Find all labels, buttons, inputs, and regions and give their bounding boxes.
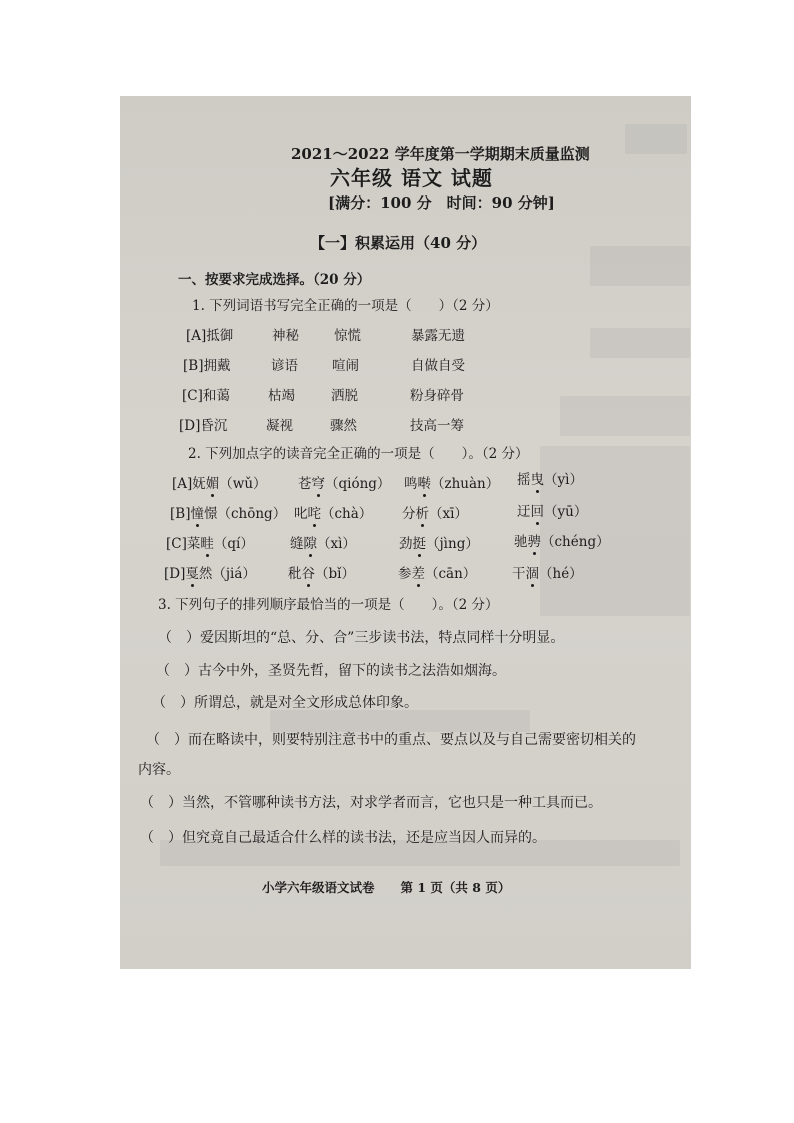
option-text: 苍 — [298, 476, 312, 492]
exam-paper-photo — [120, 96, 691, 969]
option-cell: 技高一筹 — [410, 418, 464, 434]
pinyin: （jìng） — [426, 536, 479, 552]
section-title: 【一】积累运用（40 分） — [310, 234, 487, 252]
option-cell: 自做自受 — [411, 358, 465, 374]
option-cell — [172, 478, 267, 492]
dotted-character: 穹 — [311, 476, 325, 492]
pinyin: （wǔ） — [219, 476, 267, 492]
option-cell: 神秘 — [272, 328, 299, 344]
option-text: 劲 — [399, 536, 413, 552]
exam-title-line-2: 六年级 语文 试题 — [330, 166, 493, 190]
option-cell: 惊慌 — [334, 328, 361, 344]
bleed-through-smudge — [590, 246, 690, 286]
pinyin: （yū） — [544, 504, 588, 520]
option-text: [D] — [164, 566, 186, 582]
bleed-through-smudge — [625, 124, 687, 154]
sentence-item: （ ）当然，不管哪种读书方法，对求学者而言，它也只是一种工具而已。 — [140, 795, 602, 811]
option-cell — [294, 508, 372, 522]
sentence-item-continued: 内容。 — [138, 762, 180, 778]
sentence-item: （ ）爱因斯坦的“总、分、合”三步读书法，特点同样十分明显。 — [158, 630, 565, 646]
option-text: 参 — [398, 566, 412, 582]
pinyin: 憬（chōng） — [203, 506, 287, 522]
dotted-character: 差 — [411, 566, 425, 582]
dotted-character: 媚 — [205, 476, 220, 492]
option-text: 驰 — [514, 534, 528, 550]
option-cell: 凝视 — [266, 418, 293, 434]
option-cell — [170, 508, 286, 522]
option-cell — [399, 538, 479, 552]
dotted-character: 谷 — [301, 566, 315, 582]
bleed-through-smudge — [590, 328, 690, 358]
option-text: 分 — [402, 506, 416, 522]
option-cell — [402, 508, 468, 522]
option-cell: 粉身碎骨 — [410, 388, 464, 404]
option-cell — [517, 474, 583, 488]
option-cell: [C]和蔼 — [182, 388, 230, 404]
option-cell: 谚语 — [271, 358, 298, 374]
dotted-character: 憧 — [190, 506, 204, 522]
option-cell: 骤然 — [330, 418, 357, 434]
option-cell — [404, 478, 499, 492]
dotted-character: 挺 — [412, 536, 426, 552]
option-cell — [164, 568, 256, 582]
pinyin: 然（jiá） — [198, 566, 256, 582]
option-cell — [512, 568, 583, 582]
sentence-item: （ ）所谓总，就是对全文形成总体印象。 — [152, 695, 418, 711]
part-title: 一、按要求完成选择。（20 分） — [178, 272, 371, 288]
pinyin: （cān） — [425, 566, 477, 582]
sentence-item: （ ）但究竟自己最适合什么样的读书法，还是应当因人而异的。 — [140, 830, 546, 846]
footer-exam-name: 小学六年级语文试卷 — [262, 880, 375, 895]
question-1-stem: 1. 下列词语书写完全正确的一项是（ ）（2 分） — [192, 298, 499, 314]
pinyin: （chà） — [321, 506, 373, 522]
option-cell: [D]昏沉 — [179, 418, 228, 434]
question-2-stem: 2. 下列加点字的读音完全正确的一项是（ ）。（2 分） — [188, 446, 529, 462]
option-cell: 洒脱 — [331, 388, 358, 404]
option-cell — [290, 538, 356, 552]
option-text: 摇 — [517, 472, 531, 488]
question-3-stem: 3. 下列句子的排列顺序最恰当的一项是（ ）。（2 分） — [158, 597, 499, 613]
sentence-item: （ ）古今中外，圣贤先哲，留下的读书之法浩如烟海。 — [156, 663, 506, 679]
option-cell — [288, 568, 355, 582]
option-cell — [166, 538, 254, 552]
dotted-character: 戛 — [185, 566, 199, 582]
option-cell — [517, 506, 587, 520]
dotted-character: 啭 — [417, 476, 431, 492]
option-cell: 暴露无遗 — [411, 328, 465, 344]
bleed-through-smudge — [270, 710, 530, 732]
pinyin: （zhuàn） — [431, 476, 500, 492]
option-text: 鸣 — [404, 476, 418, 492]
dotted-character: 咤 — [307, 506, 321, 522]
bleed-through-smudge — [560, 396, 690, 436]
option-cell: 枯竭 — [268, 388, 295, 404]
pinyin: （qióng） — [325, 476, 391, 492]
option-text: [A]妩 — [172, 476, 206, 492]
pinyin: （hé） — [539, 566, 583, 582]
pinyin: （qí） — [213, 536, 254, 552]
dotted-character: 析 — [415, 506, 429, 522]
dotted-character: 曳 — [530, 472, 544, 488]
exam-score-time: [满分：100 分 时间：90 分钟] — [328, 194, 555, 212]
pinyin: （xī） — [429, 506, 468, 522]
option-text: 叱 — [294, 506, 308, 522]
exam-title-line-1: 2021～2022 学年度第一学期期末质量监测 — [291, 145, 590, 163]
dotted-character: 畦 — [200, 536, 214, 552]
option-cell: 喧闹 — [332, 358, 359, 374]
option-text: [C]菜 — [166, 536, 201, 552]
page-footer — [262, 882, 536, 895]
dotted-character: 骋 — [527, 534, 541, 550]
dotted-character: 涸 — [525, 566, 539, 582]
option-cell: [A]抵御 — [186, 328, 234, 344]
dotted-character: 回 — [530, 504, 544, 520]
pinyin: （chéng） — [541, 534, 610, 550]
option-text: 干 — [512, 566, 526, 582]
footer-page-number: 第 1 页（共 8 页） — [400, 880, 511, 895]
option-cell — [298, 478, 390, 492]
pinyin: （xì） — [317, 536, 356, 552]
option-text: 秕 — [288, 566, 302, 582]
pinyin: （bǐ） — [315, 566, 355, 582]
option-cell — [398, 568, 476, 582]
option-text: [B] — [170, 506, 191, 522]
option-text: 迂 — [517, 504, 531, 520]
pinyin: （yì） — [544, 472, 583, 488]
option-cell — [514, 536, 610, 550]
option-text: 缝 — [290, 536, 304, 552]
sentence-item: （ ）而在略读中，则要特别注意书中的重点、要点以及与自己需要密切相关的 — [146, 732, 636, 748]
option-cell: [B]拥戴 — [183, 358, 231, 374]
dotted-character: 隙 — [303, 536, 317, 552]
